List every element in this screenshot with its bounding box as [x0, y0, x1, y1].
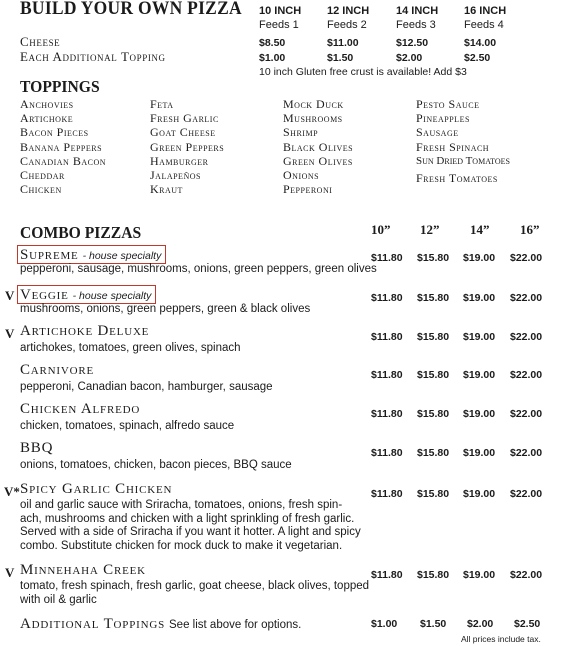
- combo-price: $19.00: [463, 252, 496, 264]
- gluten-free-note: 10 inch Gluten free crust is available! Add $3: [259, 66, 467, 78]
- topping-item: Chicken: [20, 182, 62, 197]
- combo-desc-line: tomato, fresh spinach, fresh garlic, goat cheese, black olives, topped: [20, 580, 370, 592]
- build-row-topping-price: $2.50: [464, 52, 491, 64]
- additional-price: $1.50: [420, 618, 447, 630]
- vegetarian-mark: V: [5, 288, 15, 303]
- topping-item: Fresh Tomatoes: [416, 171, 498, 186]
- combo-price: $22.00: [510, 331, 543, 343]
- topping-item: Banana Peppers: [20, 139, 103, 154]
- additional-toppings-note: See list above for options.: [169, 619, 302, 631]
- combo-price: $19.00: [463, 408, 496, 420]
- build-row-cheese-price: $12.50: [396, 37, 429, 49]
- additional-price: $2.00: [467, 618, 494, 630]
- combo-title: COMBO PIZZAS: [20, 223, 142, 242]
- vegetarian-option-mark: V*: [4, 484, 20, 499]
- topping-item: Pesto Sauce: [416, 97, 480, 111]
- combo-name: Chicken Alfredo: [20, 401, 141, 417]
- combo-name-box: [17, 285, 156, 304]
- topping-item: Green Olives: [283, 153, 353, 168]
- combo-desc-line: ach, mushrooms and chicken with a light sprinkling of fresh garlic.: [20, 512, 355, 525]
- combo-price: $15.80: [417, 369, 450, 381]
- topping-item: Sun Dried Tomatoes: [416, 154, 510, 167]
- combo-desc: [20, 580, 369, 607]
- combo-price: $11.80: [371, 447, 403, 459]
- specialty-tag: - house specialty: [82, 250, 162, 262]
- combo-price: $15.80: [417, 292, 450, 304]
- combo-price: $19.00: [463, 292, 496, 304]
- combo-price: $11.80: [371, 252, 403, 264]
- additional-toppings-label: Additional Toppings: [20, 616, 166, 632]
- build-size-16: 16 INCH: [464, 5, 507, 17]
- topping-item: Feta: [150, 97, 174, 111]
- combo-name: Carnivore: [20, 362, 95, 378]
- vegetarian-mark: V: [5, 326, 15, 341]
- build-feeds-10: Feeds 1: [259, 19, 299, 31]
- additional-toppings-row: [20, 615, 301, 633]
- additional-price: $2.50: [514, 618, 541, 630]
- build-title: BUILD YOUR OWN PIZZA: [20, 0, 242, 19]
- toppings-column-3: [283, 97, 353, 196]
- combo-item-supreme: [17, 246, 166, 264]
- topping-item: Mock Duck: [283, 97, 344, 111]
- build-row-cheese-price: $14.00: [464, 37, 497, 49]
- topping-item: Hamburger: [150, 153, 209, 168]
- combo-desc: artichokes, tomatoes, green olives, spinach: [20, 342, 241, 354]
- toppings-title: TOPPINGS: [20, 77, 100, 96]
- topping-item: Black Olives: [283, 139, 354, 154]
- combo-desc: chicken, tomatoes, spinach, alfredo sauce: [20, 420, 235, 432]
- toppings-column-2: [150, 97, 224, 196]
- combo-name: Artichoke Deluxe: [20, 323, 150, 339]
- combo-price: $19.00: [463, 488, 496, 500]
- combo-price: $19.00: [463, 569, 496, 581]
- build-row-cheese-price: $11.00: [327, 37, 359, 49]
- combo-price: $22.00: [510, 369, 543, 381]
- topping-item: Green Peppers: [150, 139, 225, 154]
- topping-item: Fresh Garlic: [150, 111, 219, 126]
- build-size-10: 10 INCH: [259, 5, 302, 17]
- combo-size-12: 12”: [420, 222, 440, 237]
- combo-name: Supreme: [20, 247, 79, 263]
- topping-item: Kraut: [150, 182, 183, 197]
- combo-price: $11.80: [371, 292, 403, 304]
- build-size-14: 14 INCH: [396, 5, 439, 17]
- topping-item: Bacon Pieces: [20, 125, 89, 140]
- combo-size-16: 16”: [520, 222, 540, 237]
- combo-name-box: [17, 245, 166, 264]
- topping-item: Jalapeños: [150, 168, 201, 183]
- build-row-topping-price: $1.50: [327, 52, 354, 64]
- build-feeds-14: Feeds 3: [396, 19, 436, 31]
- combo-price: $22.00: [510, 292, 543, 304]
- build-row-topping-name: Each Additional Topping: [20, 49, 166, 64]
- topping-item: Mushrooms: [283, 111, 343, 126]
- combo-price: $15.80: [417, 447, 450, 459]
- topping-item: Onions: [283, 168, 320, 183]
- combo-price: $19.00: [463, 331, 496, 343]
- build-size-12: 12 INCH: [327, 5, 370, 17]
- build-row-topping-price: $1.00: [259, 52, 286, 64]
- combo-desc: pepperoni, Canadian bacon, hamburger, sausage: [20, 381, 273, 393]
- build-row-cheese-price: $8.50: [259, 37, 286, 49]
- combo-price: $11.80: [371, 569, 403, 581]
- combo-price: $15.80: [417, 252, 450, 264]
- topping-item: Shrimp: [283, 125, 319, 140]
- combo-price: $22.00: [510, 569, 543, 581]
- combo-item-veggie: [17, 286, 156, 304]
- tax-footer: All prices include tax.: [461, 634, 541, 644]
- combo-size-14: 14”: [470, 222, 490, 237]
- combo-desc-line: with oil & garlic: [20, 593, 97, 606]
- combo-desc-line: combo. Substitute chicken for mock duck to make it vegetarian.: [20, 539, 343, 552]
- combo-price: $22.00: [510, 447, 543, 459]
- combo-price: $15.80: [417, 408, 450, 420]
- topping-item: Fresh Spinach: [416, 139, 490, 154]
- toppings-column-4: [416, 97, 510, 185]
- combo-price: $11.80: [371, 408, 403, 420]
- combo-name: Spicy Garlic Chicken: [20, 481, 173, 497]
- build-row-topping-price: $2.00: [396, 52, 423, 64]
- combo-name: Veggie: [20, 287, 69, 303]
- combo-price: $11.80: [371, 331, 403, 343]
- combo-price: $22.00: [510, 488, 543, 500]
- combo-desc-line: oil and garlic sauce with Sriracha, tomatoes, onions, fresh spin-: [20, 499, 343, 511]
- combo-price: $15.80: [417, 488, 450, 500]
- additional-price: $1.00: [371, 618, 398, 630]
- topping-item: Artichoke: [20, 111, 74, 126]
- combo-price: $19.00: [463, 447, 496, 459]
- combo-desc: mushrooms, onions, green peppers, green & black olives: [20, 303, 311, 315]
- build-feeds-16: Feeds 4: [464, 19, 504, 31]
- topping-item: Cheddar: [20, 168, 65, 183]
- combo-desc: pepperoni, sausage, mushrooms, onions, green peppers, green olives: [20, 263, 377, 275]
- topping-item: Sausage: [416, 125, 459, 140]
- topping-item: Pepperoni: [283, 182, 333, 197]
- combo-size-10: 10”: [371, 222, 391, 237]
- topping-item: Pineapples: [416, 111, 470, 126]
- combo-price: $19.00: [463, 369, 496, 381]
- combo-price: $15.80: [417, 331, 450, 343]
- build-row-cheese-name: Cheese: [20, 34, 61, 49]
- combo-price: $22.00: [510, 408, 543, 420]
- build-feeds-12: Feeds 2: [327, 19, 367, 31]
- combo-name: Minnehaha Creek: [20, 562, 146, 578]
- combo-desc: onions, tomatoes, chicken, bacon pieces, BBQ sauce: [20, 459, 292, 471]
- combo-price: $11.80: [371, 369, 403, 381]
- topping-item: Anchovies: [20, 97, 74, 111]
- specialty-tag: - house specialty: [72, 290, 152, 302]
- combo-price: $11.80: [371, 488, 403, 500]
- combo-desc-line: Served with a side of Sriracha if you want it hotter. A light and spicy: [20, 526, 361, 539]
- topping-item: Goat Cheese: [150, 125, 216, 140]
- vegetarian-mark: V: [5, 565, 15, 580]
- toppings-column-1: [20, 97, 106, 196]
- topping-item: Canadian Bacon: [20, 153, 107, 168]
- combo-name: BBQ: [20, 440, 54, 456]
- combo-price: $15.80: [417, 569, 450, 581]
- combo-price: $22.00: [510, 252, 543, 264]
- combo-desc: [20, 499, 361, 553]
